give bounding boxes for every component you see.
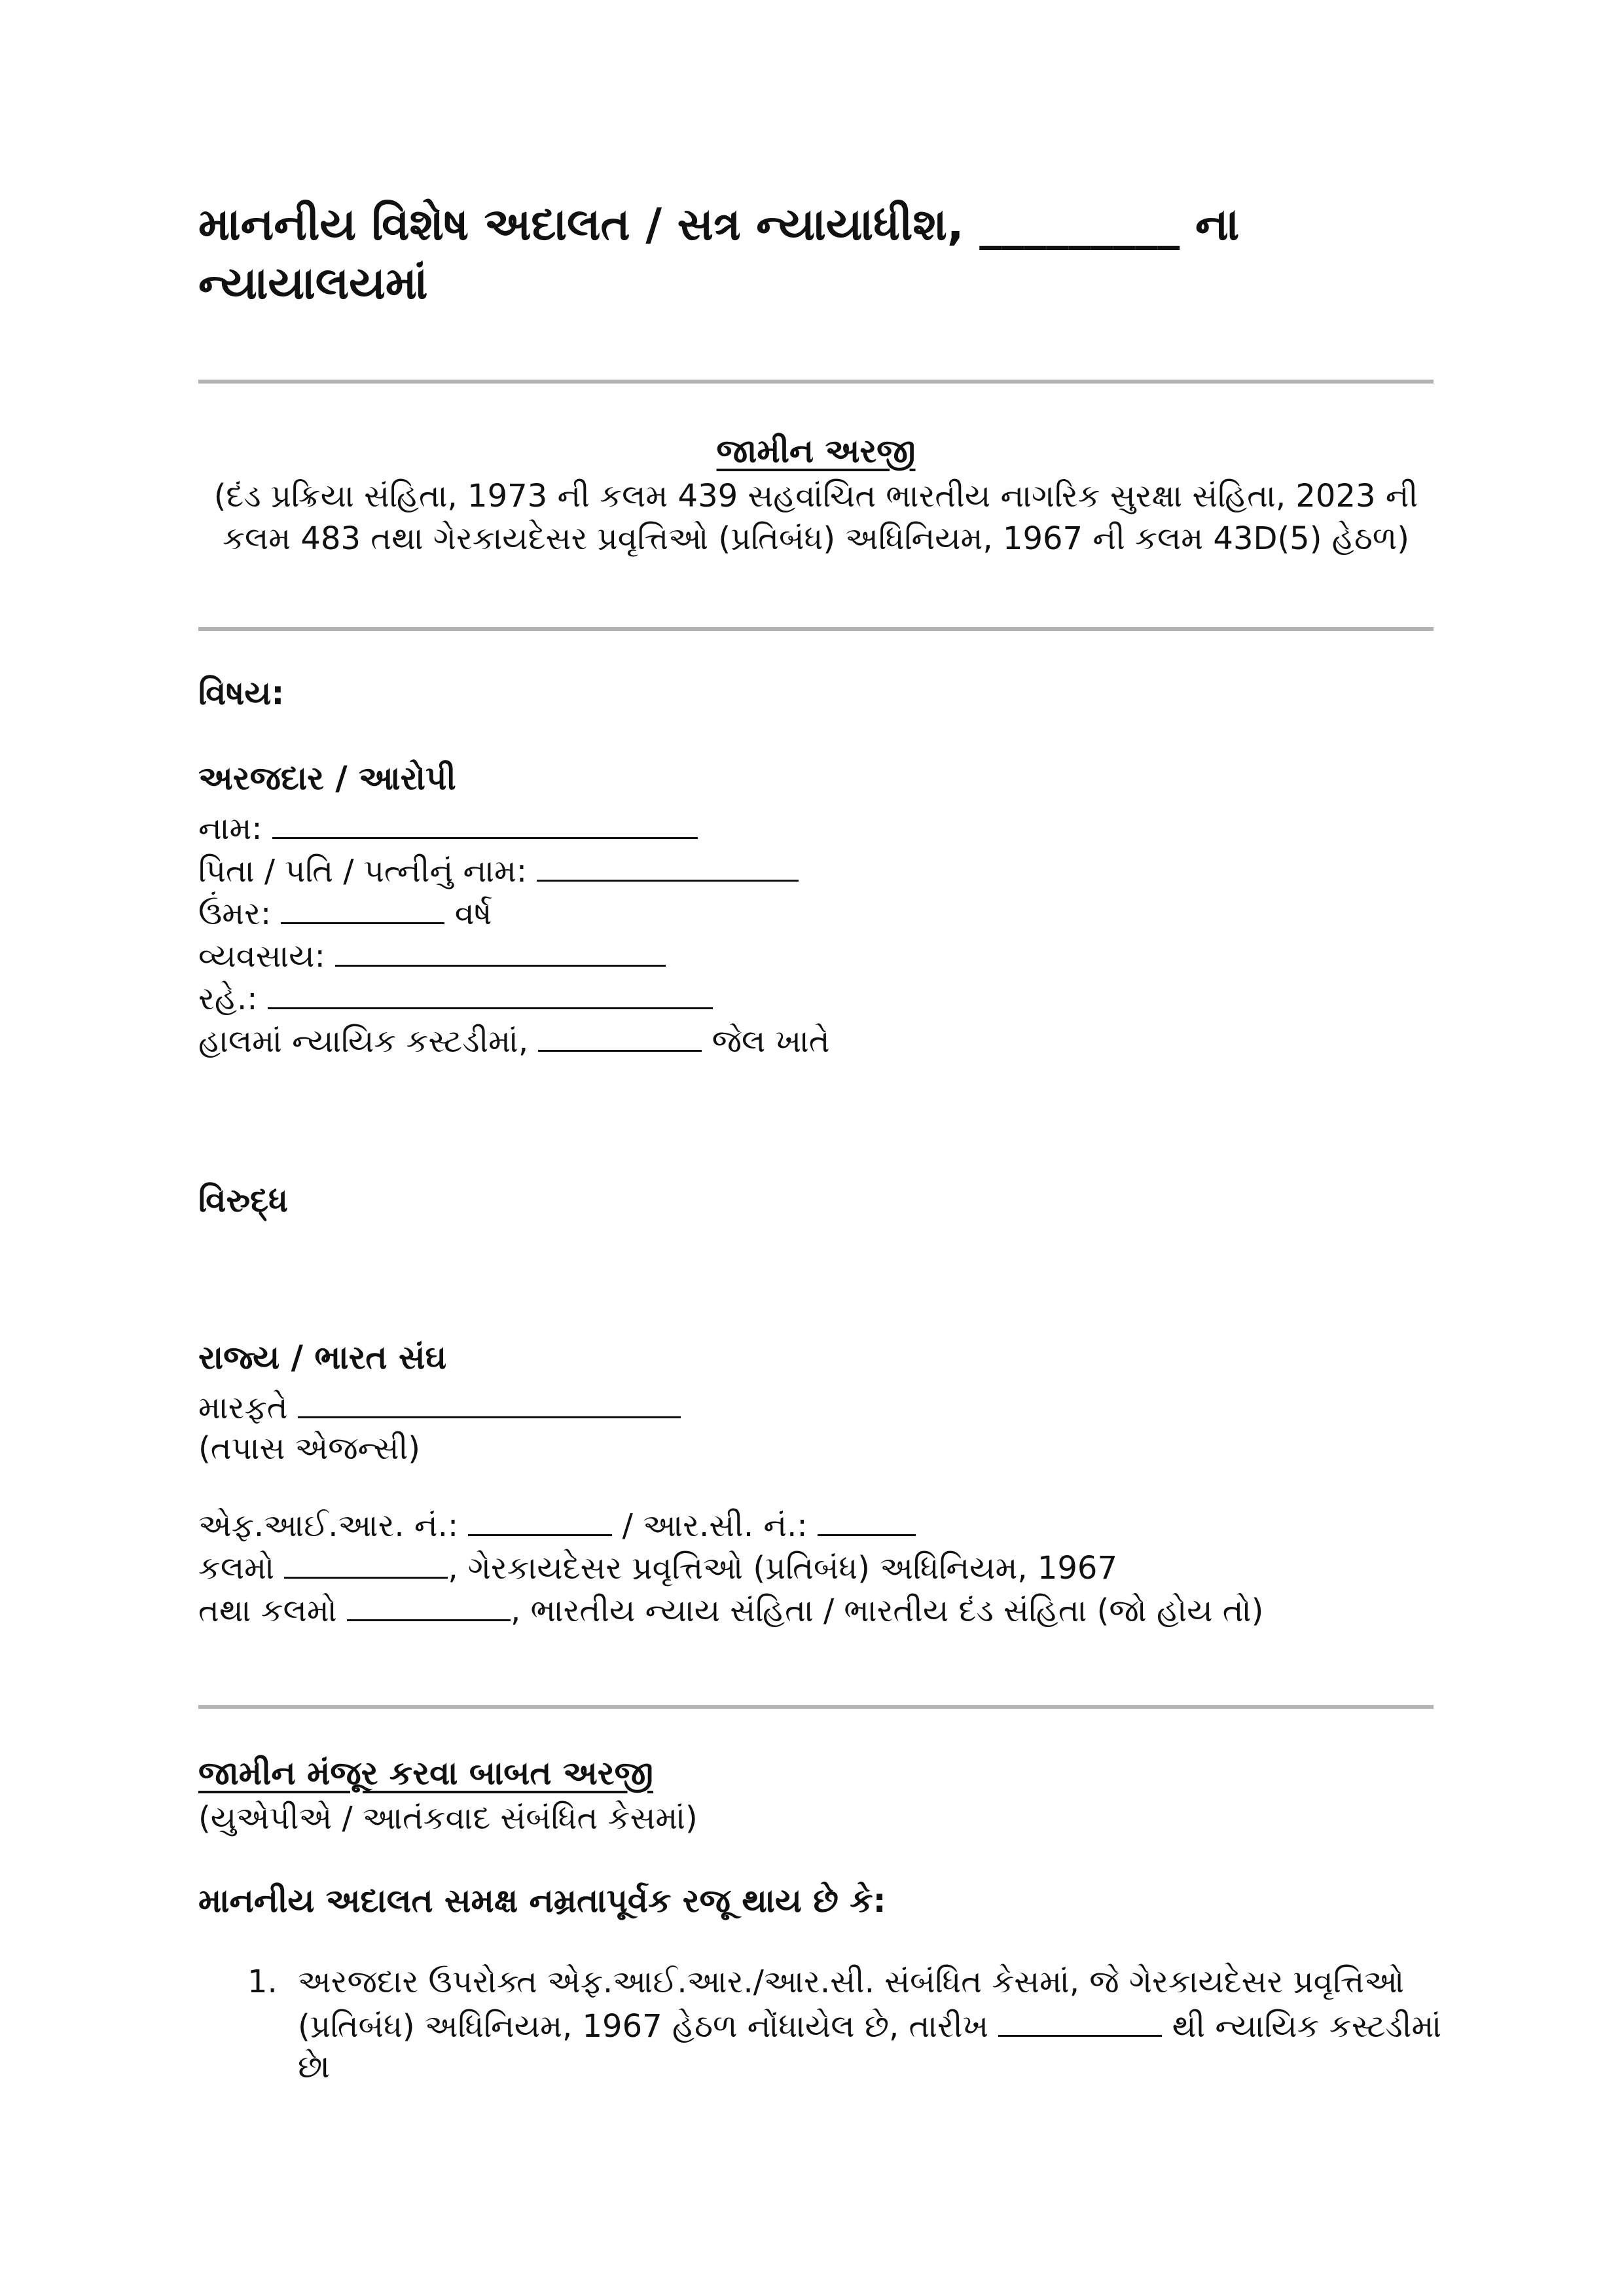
through-blank[interactable] (298, 1388, 681, 1418)
item1-line3: છે। (298, 2049, 331, 2085)
application-heading: જામીન અરજી (716, 432, 916, 470)
divider (198, 627, 1434, 631)
custody-date-blank[interactable] (998, 2006, 1162, 2037)
parent-name-blank[interactable] (537, 851, 799, 882)
item1-number: 1. (247, 1964, 278, 2000)
jail-blank[interactable] (538, 1021, 702, 1052)
parent-label: પિતા / પતિ / પત્નીનું નામ: (198, 853, 528, 889)
age-label: ઉંમર: (198, 895, 272, 932)
uapa-sections-blank[interactable] (284, 1548, 448, 1579)
name-blank[interactable] (272, 808, 698, 839)
other-prefix: તથા કલમો (198, 1592, 337, 1629)
court-title-line1: માનનીય વિશેષ અદાલત / સત્ર ન્યાયાધીશ, _________ ના (198, 199, 1240, 251)
age-blank[interactable] (281, 893, 444, 924)
versus-label: વિરુદ્ધ (198, 1181, 289, 1219)
application-subtitle-line2: કલમ 483 તથા ગેરકાયદેસર પ્રવૃત્તિઓ (પ્રતિબંધ) અધિનિયમ, 1967 ની કલમ 43D(5) હેઠળ) (223, 520, 1409, 557)
applicant-parent-row (198, 851, 799, 890)
item1-line2-a: (પ્રતિબંધ) અધિનિયમ, 1967 હેઠળ નોંધાયેલ છે, તારીખ (298, 2008, 989, 2045)
applicant-heading: અરજદાર / આરોપી (198, 759, 456, 797)
other-sections-row (198, 1590, 1263, 1630)
fir-row (198, 1505, 916, 1545)
bail-heading: જામીન મંજૂર કરવા બાબત અરજી (198, 1754, 653, 1792)
bail-subheading: (યુએપીએ / આતંકવાદ સંબંધિત કેસમાં) (198, 1800, 698, 1837)
residence-blank[interactable] (268, 978, 713, 1009)
other-sections-blank[interactable] (347, 1590, 511, 1621)
item1-line2-b: થી ન્યાયિક કસ્ટડીમાં (1172, 2008, 1442, 2045)
divider (198, 1705, 1434, 1709)
rc-label: / આર.સી. નં.: (622, 1507, 808, 1544)
item1-line2 (298, 2006, 1441, 2045)
sections-suffix: , ગેરકાયદેસર પ્રવૃત્તિઓ (પ્રતિબંધ) અધિનિયમ, 1967 (448, 1550, 1117, 1587)
custody-prefix: હાલમાં ન્યાયિક કસ્ટડીમાં, (198, 1023, 529, 1060)
fir-blank[interactable] (468, 1505, 612, 1536)
fir-label: એફ.આઈ.આર. નં.: (198, 1507, 459, 1544)
uapa-sections-row (198, 1548, 1117, 1587)
applicant-name-row (198, 808, 698, 848)
occupation-label: વ્યવસાય: (198, 938, 325, 975)
item1-line1: અરજદાર ઉપરોક્ત એફ.આઈ.આર./આર.સી. સંબંધિત કેસમાં, જે ગેરકાયદેસર પ્રવૃત્તિઓ (298, 1964, 1405, 2000)
other-suffix: , ભારતીય ન્યાય સંહિતા / ભારતીય દંડ સંહિતા (જો હોય તો) (511, 1592, 1264, 1629)
applicant-residence-row (198, 978, 713, 1018)
sections-prefix: કલમો (198, 1550, 275, 1587)
divider (198, 380, 1434, 384)
respondent-heading: રાજ્ય / ભારત સંઘ (198, 1338, 447, 1376)
rc-blank[interactable] (818, 1505, 916, 1536)
custody-suffix: જેલ ખાતે (712, 1023, 830, 1060)
agency-note: (તપાસ એજન્સી) (198, 1430, 421, 1467)
name-label: નામ: (198, 810, 262, 847)
submission-heading: માનનીય અદાલત સમક્ષ નમ્રતાપૂર્વક રજૂ થાય છે કે: (198, 1882, 886, 1920)
subject-label: વિષય: (198, 674, 285, 712)
age-unit: વર્ષ (454, 895, 492, 932)
occupation-blank[interactable] (335, 936, 666, 967)
application-subtitle-line1: (દંડ પ્રક્રિયા સંહિતા, 1973 ની કલમ 439 સહવાંચિત ભારતીય નાગરિક સુરક્ષા સંહિતા, 2023 ની (213, 478, 1418, 514)
through-label: મારફતે (198, 1390, 288, 1426)
applicant-custody-row (198, 1021, 830, 1060)
residence-label: રહે.: (198, 980, 258, 1017)
court-title-line2: ન્યાયાલયમાં (198, 258, 428, 310)
respondent-through-row (198, 1388, 681, 1427)
applicant-age-row (198, 893, 492, 933)
applicant-occupation-row (198, 936, 666, 975)
